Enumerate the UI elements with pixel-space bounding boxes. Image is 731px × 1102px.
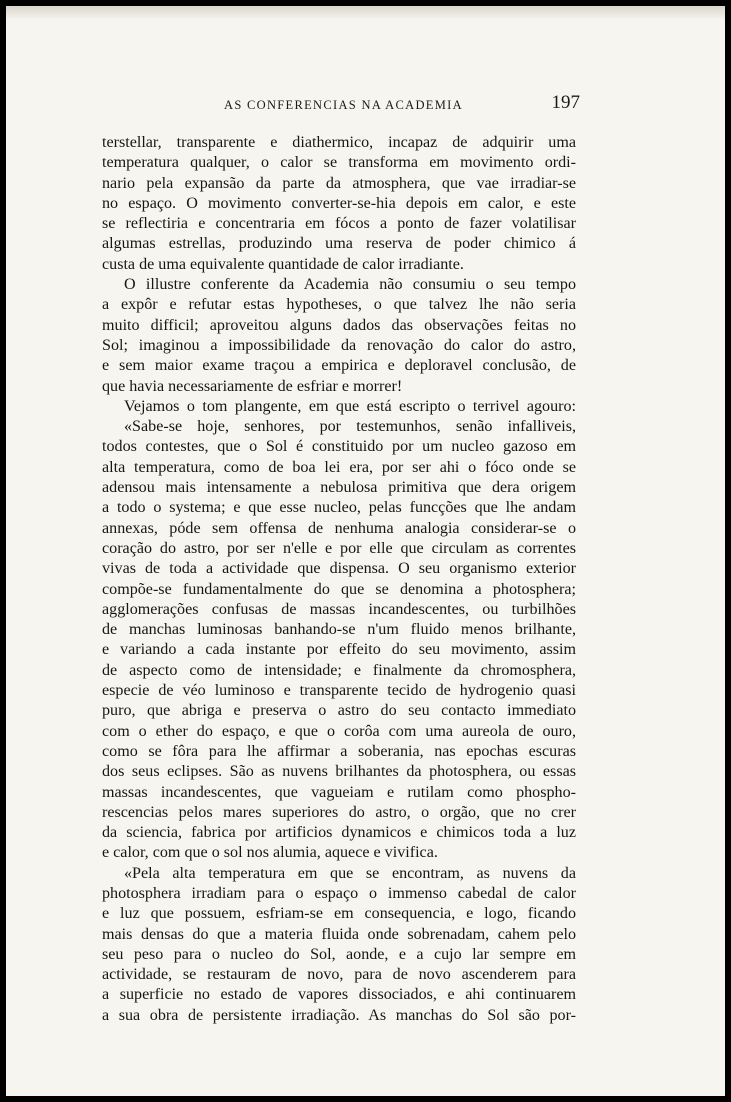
book-page [6,6,725,1096]
page-top-shading [6,6,725,20]
text-line: que havia necessariamente de esfriar e morrer! [102,377,403,395]
body-text [102,133,576,1026]
text-line: a todo o systema; e que esse nucleo, pelas funcções que lhe andam [102,499,576,517]
text-line: e variando a cada instante por effeito do seu movimento, assim [102,641,576,659]
text-line: vivas de toda a actividade que dispensa. O seu organismo exterior [102,560,576,578]
text-line: de manchas luminosas banhando-se n'um fluido menos brilhante, [102,621,576,639]
text-line: como se fôra para lhe affirmar a soberania, nas epochas escuras [102,742,576,760]
text-line: temperatura qualquer, o calor se transforma em movimento ordi- [102,154,576,172]
running-title: AS CONFERENCIAS NA ACADEMIA [224,98,463,112]
text-line: a expôr e refutar estas hypotheses, o que talvez lhe não seria [102,296,576,314]
text-line: Sol; imaginou a impossibilidade da renovação do calor do astro, [102,336,576,354]
text-line: seu peso para o nucleo do Sol, aonde, e a cujo lar sempre em [102,945,576,963]
text-line: actividade, se restauram de novo, para de novo ascenderem para [102,966,576,984]
text-line: compõe-se fundamentalmente do que se denomina a photosphera; [102,580,576,598]
text-line: da sciencia, fabrica por artificios dynamicos e chimicos toda a luz [102,824,576,842]
text-line: massas incandescentes, que vagueiam e rutilam como phospho- [102,783,576,801]
text-line: adensou mais intensamente a nebulosa primitiva que dera origem [102,479,576,497]
text-line: O illustre conferente da Academia não consumiu o seu tempo [124,276,576,294]
text-line: todos contestes, que o Sol é constituido por um nucleo gazoso em [102,438,576,456]
text-line: coração do astro, por ser n'elle e por elle que circulam as correntes [102,539,576,557]
text-line: «Pela alta temperatura em que se encontram, as nuvens da [124,864,576,882]
text-line: algumas estrellas, produzindo uma reserva de poder chimico á [102,235,576,253]
text-line: e luz que possuem, esfriam-se em consequencia, e logo, ficando [102,905,576,923]
page-number: 197 [551,92,580,113]
text-line: nario pela expansão da parte da atmosphera, que vae irradiar-se [102,174,576,192]
text-line: puro, que abriga e preserva o astro do seu contacto immediato [102,702,576,720]
text-line: custa de uma equivalente quantidade de calor irradiante. [102,255,464,273]
text-line: e sem maior exame traçou a empirica e deploravel conclusão, de [102,357,576,375]
text-line: a sua obra de persistente irradiação. As manchas do Sol são por- [102,1006,576,1024]
text-line: mais densas do que a materia fluida onde sobrenadam, cahem pelo [102,925,576,943]
text-line: a superficie no estado de vapores dissociados, e ahi continuarem [102,986,576,1004]
text-line: rescencias pelos mares superiores do astro, o orgão, que no crer [102,803,576,821]
text-line: agglomerações confusas de massas incandescentes, ou turbilhões [102,600,576,618]
text-line: dos seus eclipses. São as nuvens brilhantes da photosphera, ou essas [102,763,576,781]
text-line: alta temperatura, como de boa lei era, por ser ahi o fóco onde se [102,458,576,476]
page-header [96,92,580,118]
text-line: photosphera irradiam para o espaço o immenso cabedal de calor [102,884,576,902]
text-line: de aspecto como de intensidade; e finalmente da chromosphera, [102,661,576,679]
text-line: annexas, póde sem offensa de nenhuma analogia considerar-se o [102,519,576,537]
text-line: Vejamos o tom plangente, em que está escripto o terrivel agouro: [124,397,576,415]
text-line: e calor, com que o sol nos alumia, aquece e vivifica. [102,844,438,862]
text-line: no espaço. O movimento converter-se-hia depois em calor, e este [102,194,576,212]
text-line: «Sabe-se hoje, senhores, por testemunhos, senão infalliveis, [124,418,576,436]
text-line: muito difficil; aproveitou alguns dados das observações feitas no [102,316,576,334]
text-line: com o ether do espaço, e que o corôa com uma aureola de ouro, [102,722,576,740]
text-line: se reflectiria e concentraria em fócos a ponto de fazer volatilisar [102,215,576,233]
text-line: especie de véo luminoso e transparente tecido de hydrogenio quasi [102,682,576,700]
text-line: terstellar, transparente e diathermico, incapaz de adquirir uma [102,134,576,151]
